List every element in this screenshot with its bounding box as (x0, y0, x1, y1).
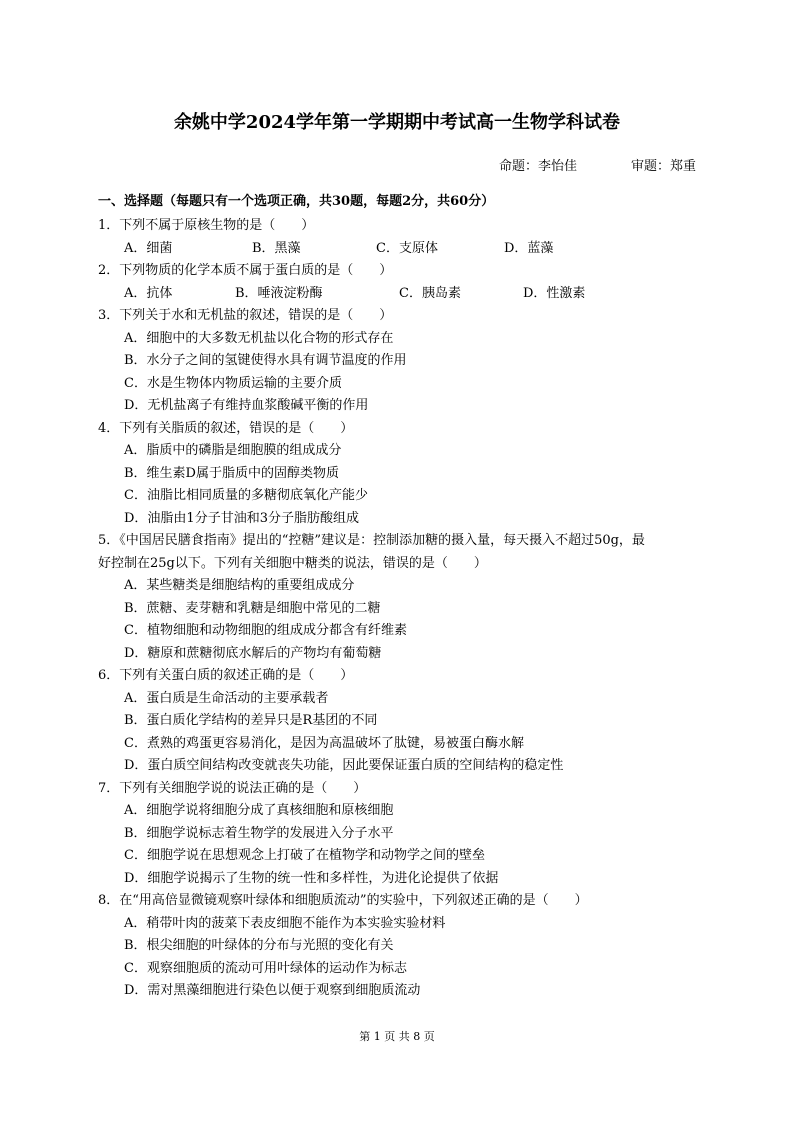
question-2 (98, 260, 698, 305)
option-b: B．唾液淀粉酶 (235, 285, 323, 301)
option-d: D．无机盐离子有维持血浆酸碱平衡的作用 (124, 398, 369, 413)
option-d: D．糖原和蔗糖彻底水解后的产物均有葡萄糖 (124, 645, 382, 661)
option-c: C．油脂比相同质量的多糖彻底氧化产能少 (124, 488, 368, 503)
section-heading: 一、选择题（每题只有一个选项正确，共30题，每题2分，共60分） (98, 194, 495, 209)
option-a: A．细胞中的大多数无机盐以化合物的形式存在 (124, 330, 394, 346)
question-stem: 6．下列有关蛋白质的叙述正确的是（ ） (98, 668, 354, 683)
reviewer-name: 审题：郑重 (630, 159, 696, 174)
option-d: D．油脂由1分子甘油和3分子脂肪酸组成 (124, 510, 359, 526)
question-3 (98, 305, 698, 418)
option-row (98, 283, 698, 306)
question-stem-line-2: 好控制在25g以下。下列有关细胞中糖类的说法，错误的是（ ） (98, 555, 487, 571)
option-b: B．细胞学说标志着生物学的发展进入分子水平 (124, 825, 394, 841)
option-row (98, 238, 698, 261)
option-b: B．维生素D属于脂质中的固醇类物质 (124, 465, 339, 481)
question-list (98, 215, 698, 1003)
question-stem: 2．下列物质的化学本质不属于蛋白质的是（ ） (98, 263, 393, 278)
author-name: 命题：李怡佳 (498, 159, 577, 174)
option-d: D．蓝藻 (504, 240, 554, 256)
option-b: B．黑藻 (252, 240, 301, 256)
question-1 (98, 215, 698, 260)
option-c: C．植物细胞和动物细胞的组成成分都含有纤维素 (124, 623, 407, 638)
author-line (499, 155, 696, 174)
option-d: D．性激素 (523, 285, 586, 301)
question-6 (98, 665, 698, 778)
option-c: C．煮熟的鸡蛋更容易消化，是因为高温破坏了肽键，易被蛋白酶水解 (124, 735, 524, 751)
option-a: A．脂质中的磷脂是细胞膜的组成成分 (124, 443, 342, 458)
option-a: A．稍带叶肉的菠菜下表皮细胞不能作为本实验实验材料 (124, 915, 446, 931)
question-4 (98, 418, 698, 531)
question-stem: 1．下列不属于原核生物的是（ ） (98, 218, 315, 233)
option-d: D．细胞学说揭示了生物的统一性和多样性，为进化论提供了依据 (124, 870, 499, 886)
exam-title: 余姚中学2024学年第一学期期中考试高一生物学科试卷 (173, 112, 621, 133)
option-c: C．水是生物体内物质运输的主要介质 (124, 375, 342, 391)
option-b: B．根尖细胞的叶绿体的分布与光照的变化有关 (124, 938, 394, 953)
option-a: A．细胞学说将细胞分成了真核细胞和原核细胞 (124, 803, 394, 818)
option-b: B．水分子之间的氢键使得水具有调节温度的作用 (124, 353, 407, 368)
option-a: A．细菌 (124, 240, 173, 256)
option-c: C．细胞学说在思想观念上打破了在植物学和动物学之间的壁垒 (124, 848, 485, 863)
option-a: A．蛋白质是生命活动的主要承载者 (124, 690, 329, 706)
option-d: D．蛋白质空间结构改变就丧失功能，因此要保证蛋白质的空间结构的稳定性 (124, 758, 564, 773)
question-stem: 3．下列关于水和无机盐的叙述，错误的是（ ） (98, 308, 393, 323)
option-c: C．观察细胞质的流动可用叶绿体的运动作为标志 (124, 960, 407, 976)
question-stem: 8．在“用高倍显微镜观察叶绿体和细胞质流动”的实验中，下列叙述正确的是（ ） (98, 893, 588, 908)
question-5 (98, 530, 698, 665)
option-a: A．某些糖类是细胞结构的重要组成成分 (124, 578, 355, 593)
option-b: B．蛋白质化学结构的差异只是R基团的不同 (124, 713, 378, 728)
question-stem: 7．下列有关细胞学说的说法正确的是（ ） (98, 780, 367, 796)
question-7 (98, 778, 698, 891)
question-stem-line-1: 5．《中国居民膳食指南》提出的“控糖”建议是：控制添加糖的摄入量，每天摄入不超过50g，最 (98, 533, 645, 548)
option-c: C．支原体 (376, 240, 438, 256)
option-c: C．胰岛素 (399, 285, 461, 301)
question-8 (98, 890, 698, 1003)
option-b: B．蔗糖、麦芽糖和乳糖是细胞中常见的二糖 (124, 600, 381, 616)
question-stem: 4．下列有关脂质的叙述，错误的是（ ） (98, 420, 354, 436)
option-d: D．需对黑藻细胞进行染色以便于观察到细胞质流动 (124, 983, 421, 998)
page-number: 第 1 页 共 8 页 (359, 1030, 435, 1043)
option-a: A．抗体 (124, 285, 173, 301)
